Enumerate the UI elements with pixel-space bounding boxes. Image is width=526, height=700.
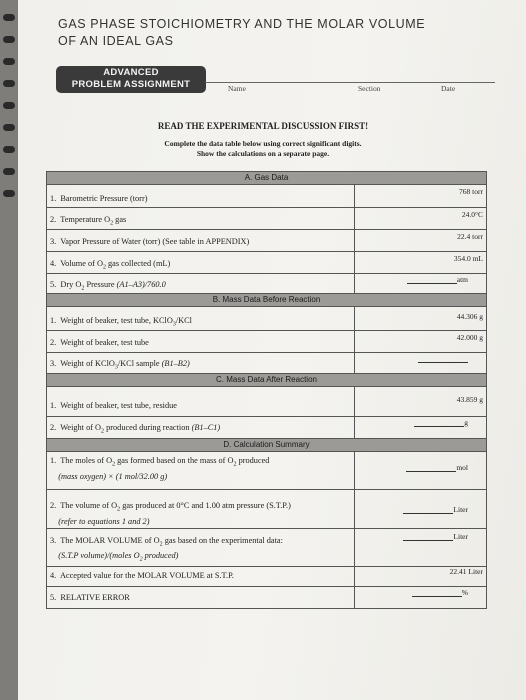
row-molar-volume: 3. The MOLAR VOLUME of $O_2$ gas based on the experimental data: (S.T.P volume)/(moles $O_2$ produced)	[47, 528, 355, 566]
date-label: Date	[441, 84, 456, 93]
row-weight-residue: 1. Weight of beaker, test tube, residue	[47, 387, 355, 417]
value-moles-o2[interactable]: mol	[355, 452, 487, 490]
value-weight-beaker-kclo3[interactable]: 44.306 g	[355, 307, 487, 331]
value-volume-stp[interactable]: Liter	[355, 490, 487, 529]
row-weight-beaker-kclo3: 1. Weight of beaker, test tube, KClO$_3$/KCl	[47, 307, 355, 331]
data-table	[46, 171, 487, 609]
value-weight-beaker[interactable]: 42.000 g	[355, 331, 487, 353]
page-title: GAS PHASE STOICHIOMETRY AND THE MOLAR VOLUME OF AN IDEAL GAS	[58, 17, 426, 48]
name-label: Name	[228, 84, 246, 93]
value-temperature[interactable]: 24.0°C	[355, 208, 487, 230]
row-temperature: 2. Temperature $O_2$ gas	[47, 208, 355, 230]
section-c-header: C. Mass Data After Reaction	[47, 374, 487, 387]
value-barometric-pressure[interactable]: 768 torr	[355, 185, 487, 208]
value-weight-o2-produced[interactable]: g	[355, 417, 487, 439]
row-volume-stp: 2. The volume of $O_2$ gas produced at 0°C and 1.00 atm pressure (S.T.P.) (refer to equations 1 and 2)	[47, 490, 355, 529]
row-barometric-pressure: 1. Barometric Pressure (torr)	[47, 185, 355, 208]
row-vapor-pressure: 3. Vapor Pressure of Water (torr) (See table in APPENDIX)	[47, 230, 355, 252]
value-dry-o2-pressure[interactable]: atm	[355, 274, 487, 294]
assignment-badge: ADVANCED PROBLEM ASSIGNMENT	[56, 66, 206, 93]
section-d-header: D. Calculation Summary	[47, 439, 487, 452]
row-dry-o2-pressure: 5. Dry $O_2$ Pressure (A1–A3)/760.0	[47, 274, 355, 294]
row-relative-error: 5. RELATIVE ERROR	[47, 586, 355, 608]
instruction-heading: READ THE EXPERIMENTAL DISCUSSION FIRST!	[157, 121, 369, 131]
value-weight-residue[interactable]: 43.859 g	[355, 387, 487, 417]
value-molar-volume[interactable]: Liter	[355, 528, 487, 566]
value-vapor-pressure[interactable]: 22.4 torr	[355, 230, 487, 252]
row-accepted-molar-volume: 4. Accepted value for the MOLAR VOLUME at S.T.P.	[47, 566, 355, 586]
section-b-header: B. Mass Data Before Reaction	[47, 294, 487, 307]
value-accepted-molar-volume[interactable]: 22.41 Liter	[355, 566, 487, 586]
name-section-date-line[interactable]	[205, 82, 495, 83]
row-weight-beaker: 2. Weight of beaker, test tube	[47, 331, 355, 353]
section-label: Section	[358, 84, 381, 93]
row-weight-o2-produced: 2. Weight of $O_2$ produced during reaction (B1–C1)	[47, 417, 355, 439]
row-weight-sample: 3. Weight of KClO$_3$/KCl sample (B1–B2)	[47, 353, 355, 374]
value-relative-error[interactable]: %	[355, 586, 487, 608]
row-moles-o2: 1. The moles of $O_2$ gas formed based on the mass of $O_2$ produced (mass oxygen) × (1 mol/32.00 g)	[47, 452, 355, 490]
value-volume-o2[interactable]: 354.0 mL	[355, 252, 487, 274]
instruction-text: Complete the data table below using correct significant digits. Show the calculations on a separate page.	[164, 139, 362, 158]
row-volume-o2: 4. Volume of $O_2$ gas collected (mL)	[47, 252, 355, 274]
section-a-header: A. Gas Data	[47, 172, 487, 185]
value-weight-sample[interactable]	[355, 353, 487, 374]
